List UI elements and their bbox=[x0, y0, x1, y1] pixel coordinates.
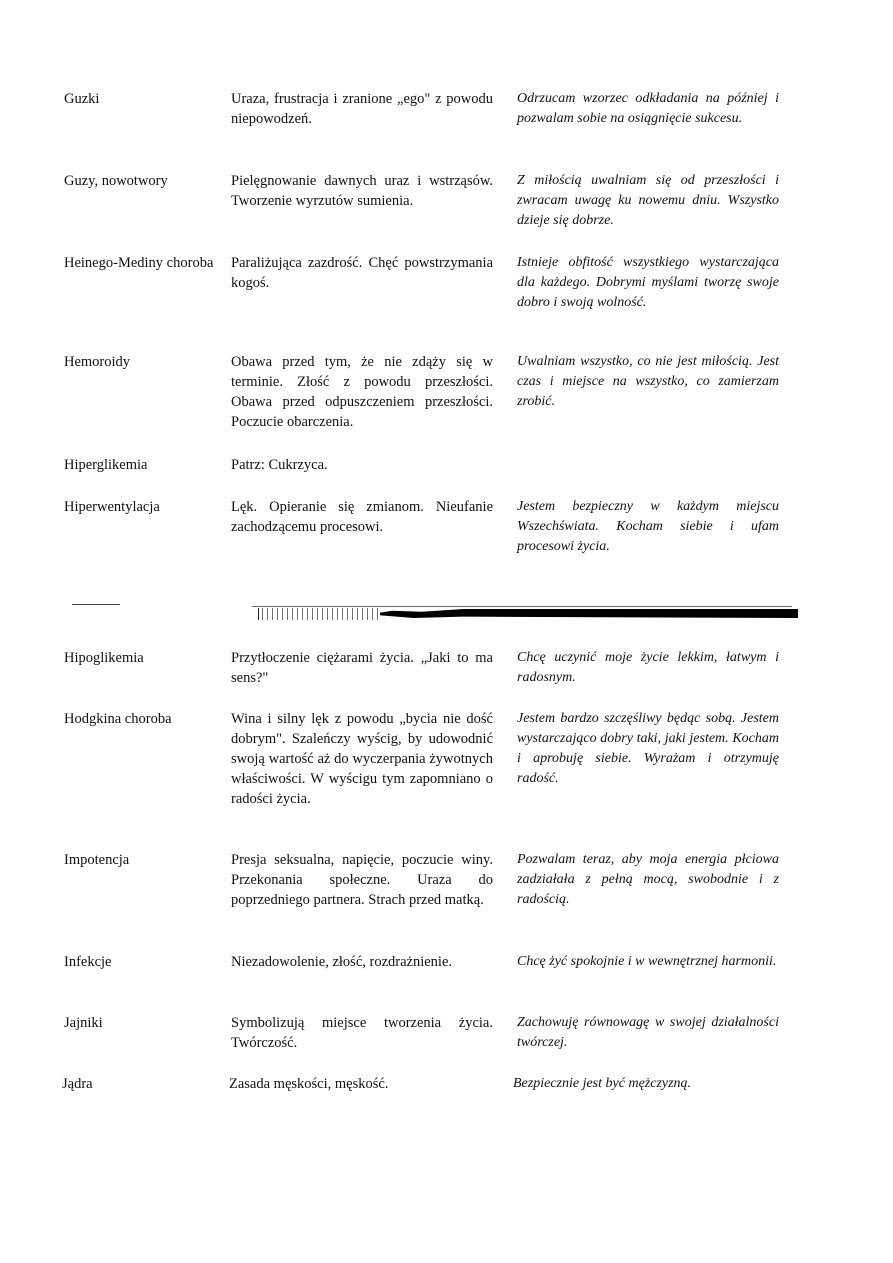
short-rule bbox=[72, 604, 120, 605]
entry-cause: Patrz: Cukrzyca. bbox=[231, 457, 328, 473]
page-divider bbox=[0, 598, 893, 628]
entry-cause: Paraliżująca zazdrość. Chęć powstrzymania kogoś. bbox=[231, 255, 493, 291]
entry-term: Guzki bbox=[64, 91, 100, 107]
entry-term: Infekcje bbox=[64, 954, 112, 970]
entry-term: Jajniki bbox=[64, 1015, 103, 1031]
entry-term: Hiperwentylacja bbox=[64, 499, 160, 515]
entry-term: Hemoroidy bbox=[64, 354, 131, 370]
entry-affirmation: Istnieje obfitość wszystkiego wystarczająca dla każdego. Dobrymi myślami tworzę swoje dobro i swoją wolność. bbox=[517, 255, 779, 310]
thick-rule bbox=[380, 609, 798, 618]
entry-affirmation: Jestem bezpieczny w każdym miejscu Wszechświata. Kocham siebie i ufam procesowi życia. bbox=[517, 499, 779, 554]
entry-affirmation: Uwalniam wszystko, co nie jest miłością. Jest czas i miejsce na wszystko, co zamierzam zrobić. bbox=[517, 354, 779, 409]
entry-term: Hodgkina choroba bbox=[64, 711, 172, 727]
entry-cause: Wina i silny lęk z powodu „bycia nie dość dobrym". Szaleńczy wyścig, by udowodnić swoją wartość aż do wyczerpania żywotnych właściwości. W wyścigu tym zapomniano o radości życia. bbox=[231, 711, 493, 807]
divider-ticks bbox=[262, 608, 380, 620]
entry-cause: Lęk. Opieranie się zmianom. Nieufanie zachodzącemu procesowi. bbox=[231, 499, 493, 535]
entry-term: Impotencja bbox=[64, 852, 130, 868]
entry-term: Jądra bbox=[62, 1076, 93, 1092]
entry-cause: Niezadowolenie, złość, rozdrażnienie. bbox=[231, 954, 453, 970]
entry-affirmation: Zachowuję równowagę w swojej działalności twórczej. bbox=[517, 1015, 779, 1050]
entry-term: Heinego-Mediny choroba bbox=[64, 255, 214, 271]
entry-cause: Przytłoczenie ciężarami życia. „Jaki to ma sens?" bbox=[231, 650, 493, 686]
entry-cause: Presja seksualna, napięcie, poczucie winy. Przekonania społeczne. Uraza do poprzedniego partnera. Strach przed matką. bbox=[231, 852, 493, 908]
entry-affirmation: Odrzucam wzorzec odkładania na później i pozwalam sobie na osiągnięcie sukcesu. bbox=[517, 91, 779, 126]
entry-affirmation: Bezpiecznie jest być mężczyzną. bbox=[513, 1076, 692, 1091]
entry-term: Hiperglikemia bbox=[64, 457, 148, 473]
entry-cause: Zasada męskości, męskość. bbox=[229, 1076, 389, 1092]
entry-affirmation: Jestem bardzo szczęśliwy będąc sobą. Jestem wystarczająco dobry taki, jaki jestem. Kocham i aprobuję siebie. Wyrażam i otrzymuję radość. bbox=[517, 711, 779, 786]
divider-tick bbox=[258, 608, 259, 620]
entry-cause: Symbolizują miejsce tworzenia życia. Twórczość. bbox=[231, 1015, 493, 1051]
entry-affirmation: Pozwalam teraz, aby moja energia płciowa zadziałała z pełną mocą, swobodnie i z radością. bbox=[517, 852, 779, 907]
entry-affirmation: Z miłością uwalniam się od przeszłości i zwracam uwagę ku nowemu dniu. Wszystko dzieje się dobrze. bbox=[517, 173, 779, 228]
entry-cause: Obawa przed tym, że nie zdąży się w terminie. Złość z powodu przeszłości. Obawa przed odpuszczeniem przeszłości. Poczucie obarczenia. bbox=[231, 354, 493, 430]
entry-cause: Uraza, frustracja i zranione „ego" z powodu niepowodzeń. bbox=[231, 91, 493, 127]
entry-affirmation: Chcę uczynić moje życie lekkim, łatwym i radosnym. bbox=[517, 650, 779, 685]
entry-affirmation: Chcę żyć spokojnie i w wewnętrznej harmonii. bbox=[517, 954, 777, 969]
entry-term: Guzy, nowotwory bbox=[64, 173, 168, 189]
entry-cause: Pielęgnowanie dawnych uraz i wstrząsów. Tworzenie wyrzutów sumienia. bbox=[231, 173, 493, 209]
thin-rule bbox=[252, 606, 792, 607]
entry-term: Hipoglikemia bbox=[64, 650, 144, 666]
